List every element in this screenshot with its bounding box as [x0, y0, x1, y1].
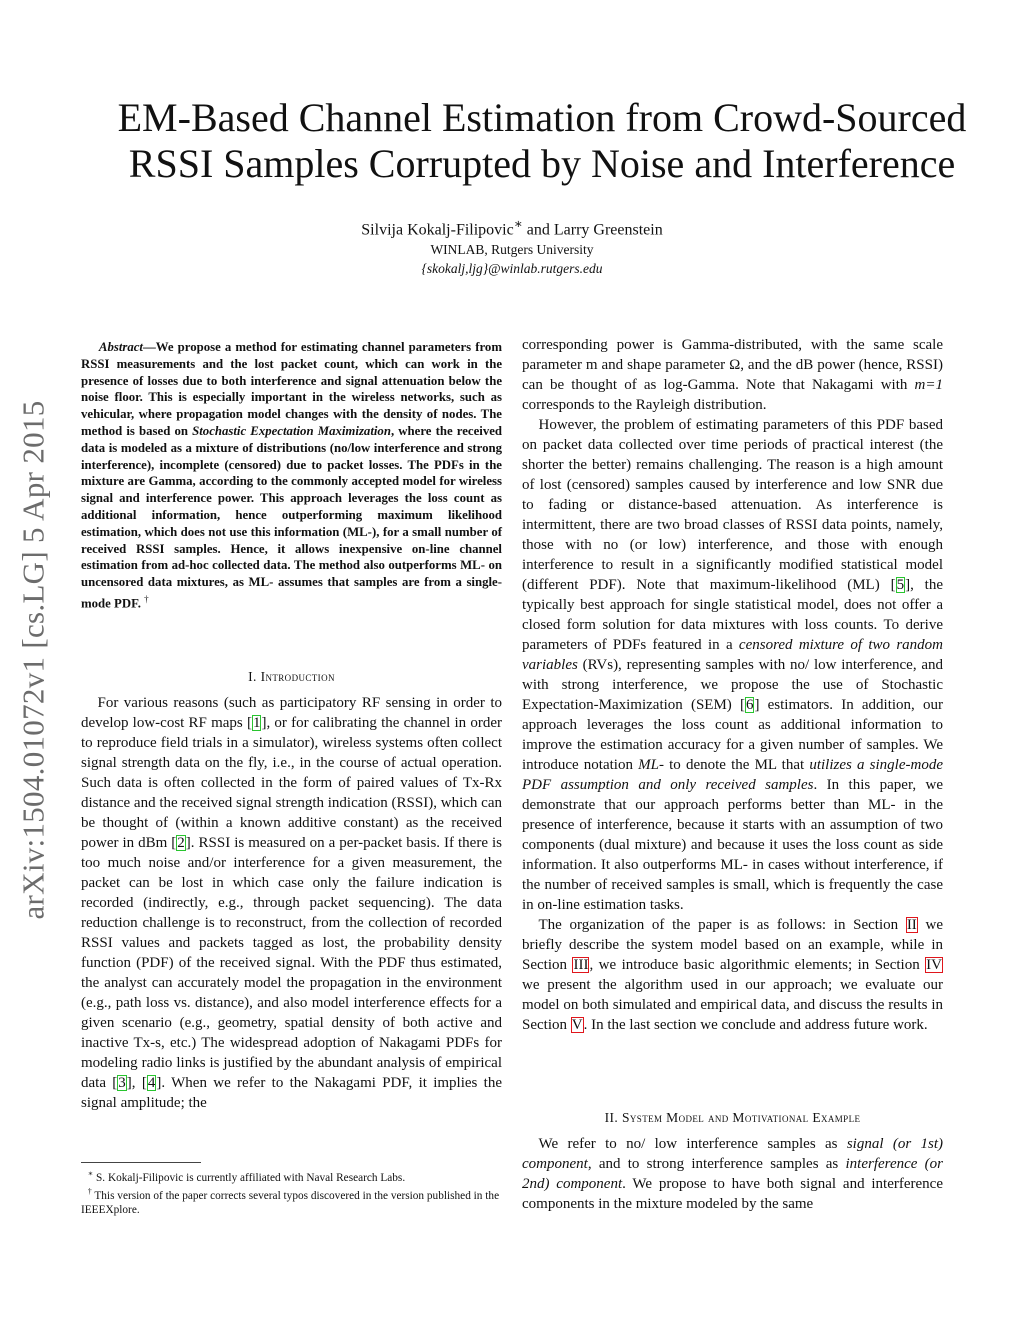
author-email: {skokalj,ljg}@winlab.rutgers.edu	[421, 261, 603, 277]
right-paragraph-1: corresponding power is Gamma-distributed, with the same scale parameter m and shape parameter Ω, and the dB power (hence, RSSI) can be thought of as log-Gamma. Note that Nakagami with m=1 corresponds to the Rayleigh distribution.	[522, 337, 943, 413]
section-heading-system-model: II. System Model and Motivational Example	[604, 1110, 861, 1125]
abstract-label: Abstract	[98, 340, 143, 354]
footnotes	[81, 1167, 502, 1217]
arxiv-stamp-text: arXiv:1504.01072v1 [cs.LG] 5 Apr 2015	[16, 400, 51, 920]
abstract-emphasis: Stochastic Expectation Maximization	[192, 423, 391, 438]
title-line-1: EM-Based Channel Estimation from Crowd-Sourced	[117, 95, 967, 140]
citation-link[interactable]: 6	[745, 697, 754, 713]
citation-link[interactable]: 4	[147, 1075, 156, 1091]
citation-link[interactable]: 3	[118, 1075, 126, 1091]
section-link[interactable]: V	[571, 1017, 583, 1033]
right-paragraph-3: The organization of the paper is as follows: in Section II we briefly describe the system model based on an example, while in Section III, we introduce basic algorithmic elements; in Section IV we present the algorithm used in our approach; we evaluate our model on both simulated and empirical data, and discuss the results in Section V. In the last section we conclude and address future work.	[522, 917, 943, 1033]
citation-link[interactable]: 2	[177, 835, 185, 851]
citation-link[interactable]: 1	[252, 715, 261, 731]
paper-title	[60, 95, 1024, 187]
introduction-paragraph: For various reasons (such as participatory RF sensing in order to develop low-cost RF maps [1], or for calibrating the channel in order to reproduce field trials in a simulator), wireless systems often collect signal strength data on the fly, i.e., in the course of actual operation. Such data is often collected in the form of paired values of Tx-Rx distance and the received signal strength indication (RSSI), which can be thought of (within a known additive constant) as the received power in dBm [2]. RSSI is measured on a per-packet basis. If there is too much noise and/or interference for a given measurement, the packet can be lost in which case only the failure indication is recorded (indirectly, e.g., through packet sequencing). The data reduction challenge is to reconstruct, from the collection of recorded RSSI values and packets tagged as lost, the probability density function (PDF) of the received signal. With the PDF thus estimated, the analyst can accurately model the propagation in the environment (e.g., path loss vs. distance), and also model interference effects for a given scenario (e.g., geometry, spatial density of both active and inactive Tx-s, etc.) The widespread adoption of Nakagami PDFs for modeling radio links is justified by the abundant analysis of empirical data [3], [4]. When we refer to the Nakagami PDF, it implies the signal amplitude; the	[81, 695, 503, 1111]
footnote-1: ∗ S. Kokalj-Filipovic is currently affiliated with Naval Research Labs.	[87, 1169, 406, 1184]
section-link[interactable]: II	[906, 917, 917, 933]
footnote-rule	[81, 1162, 201, 1163]
abstract-dagger: †	[144, 593, 149, 604]
footnote-2: † This version of the paper corrects several typos discovered in the version published in the IEEEXplore.	[81, 1187, 500, 1217]
title-line-2: RSSI Samples Corrupted by Noise and Interference	[128, 141, 956, 186]
author-affiliation: WINLAB, Rutgers University	[430, 242, 594, 258]
section-link[interactable]: III	[573, 957, 589, 973]
right-column	[522, 335, 943, 1035]
system-model-paragraph: We refer to no/ low interference samples as signal (or 1st) component, and to strong interference samples as interference (or 2nd) component. We propose to have both signal and interference components in the mixture modeled by the same	[522, 1136, 943, 1212]
citation-link[interactable]: 5	[896, 577, 905, 593]
section-heading-introduction: I. Introduction	[248, 669, 335, 684]
author-names: Silvija Kokalj-Filipovic∗ and Larry Greenstein	[361, 216, 663, 239]
abstract: Abstract—We propose a method for estimating channel parameters from RSSI measurements and the lost packet count, which can work in the presence of losses due to both interference and signal attenuation below the noise floor. This is especially important in the wireless networks, such as vehicular, where propagation model changes with the density of nodes. The method is based on Stochastic Expectation Maximization, where the received data is modeled as a mixture of distributions (no/low interference and strong interference), incomplete (censored) due to packet losses. The PDFs in the mixture are Gamma, according to the commonly accepted model for wireless signal and interference power. This approach leverages the loss count as additional information, hence outperforming maximum likelihood estimation, which does not use this information (ML-), for a small number of received RSSI samples. Hence, it allows inexpensive on-line channel estimation from ad-hoc collected data. The method also outperforms ML- on uncensored data mixtures, as ML- assumes that samples are from a single-mode PDF. †	[81, 340, 503, 611]
arxiv-stamp	[5, 360, 63, 960]
author-block	[82, 214, 942, 278]
section-link[interactable]: IV	[926, 957, 942, 973]
right-paragraph-2: However, the problem of estimating parameters of this PDF based on packet data collected over time periods of practical interest (the shorter the better) remains challenging. The reason is a high amount of lost (censored) samples caused by interference and low SNR due to fading or distance-based attenuation. As interference is intermittent, there are two broad classes of RSSI data points, namely, those with no (or low) interference, and those with enough interference to result in a significantly modified statistical model (different PDF). Note that maximum-likelihood (ML) [5], the typically best approach for single statistical model, does not offer a closed form solution for data mixtures with loss counts. To derive parameters of PDFs featured in a censored mixture of two random variables (RVs), representing samples with no/ low interference, and with strong interference, we propose the use of Stochastic Expectation-Maximization (SEM) [6] estimators. In addition, our approach leverages the loss count as additional information to improve the estimation accuracy for a given number of samples. We introduce notation ML- to denote the ML that utilizes a single-mode PDF assumption and only received samples. In this paper, we demonstrate that our approach performs better than ML- in the presence of interference, because it starts with an assumption of two components (dual mixture) and because it uses the loss count as side information. It also outperforms ML- in cases without interference, if the number of received samples is small, which is frequently the case in on-line estimation tasks.	[522, 417, 943, 913]
author-footnote-mark: ∗	[513, 216, 523, 231]
